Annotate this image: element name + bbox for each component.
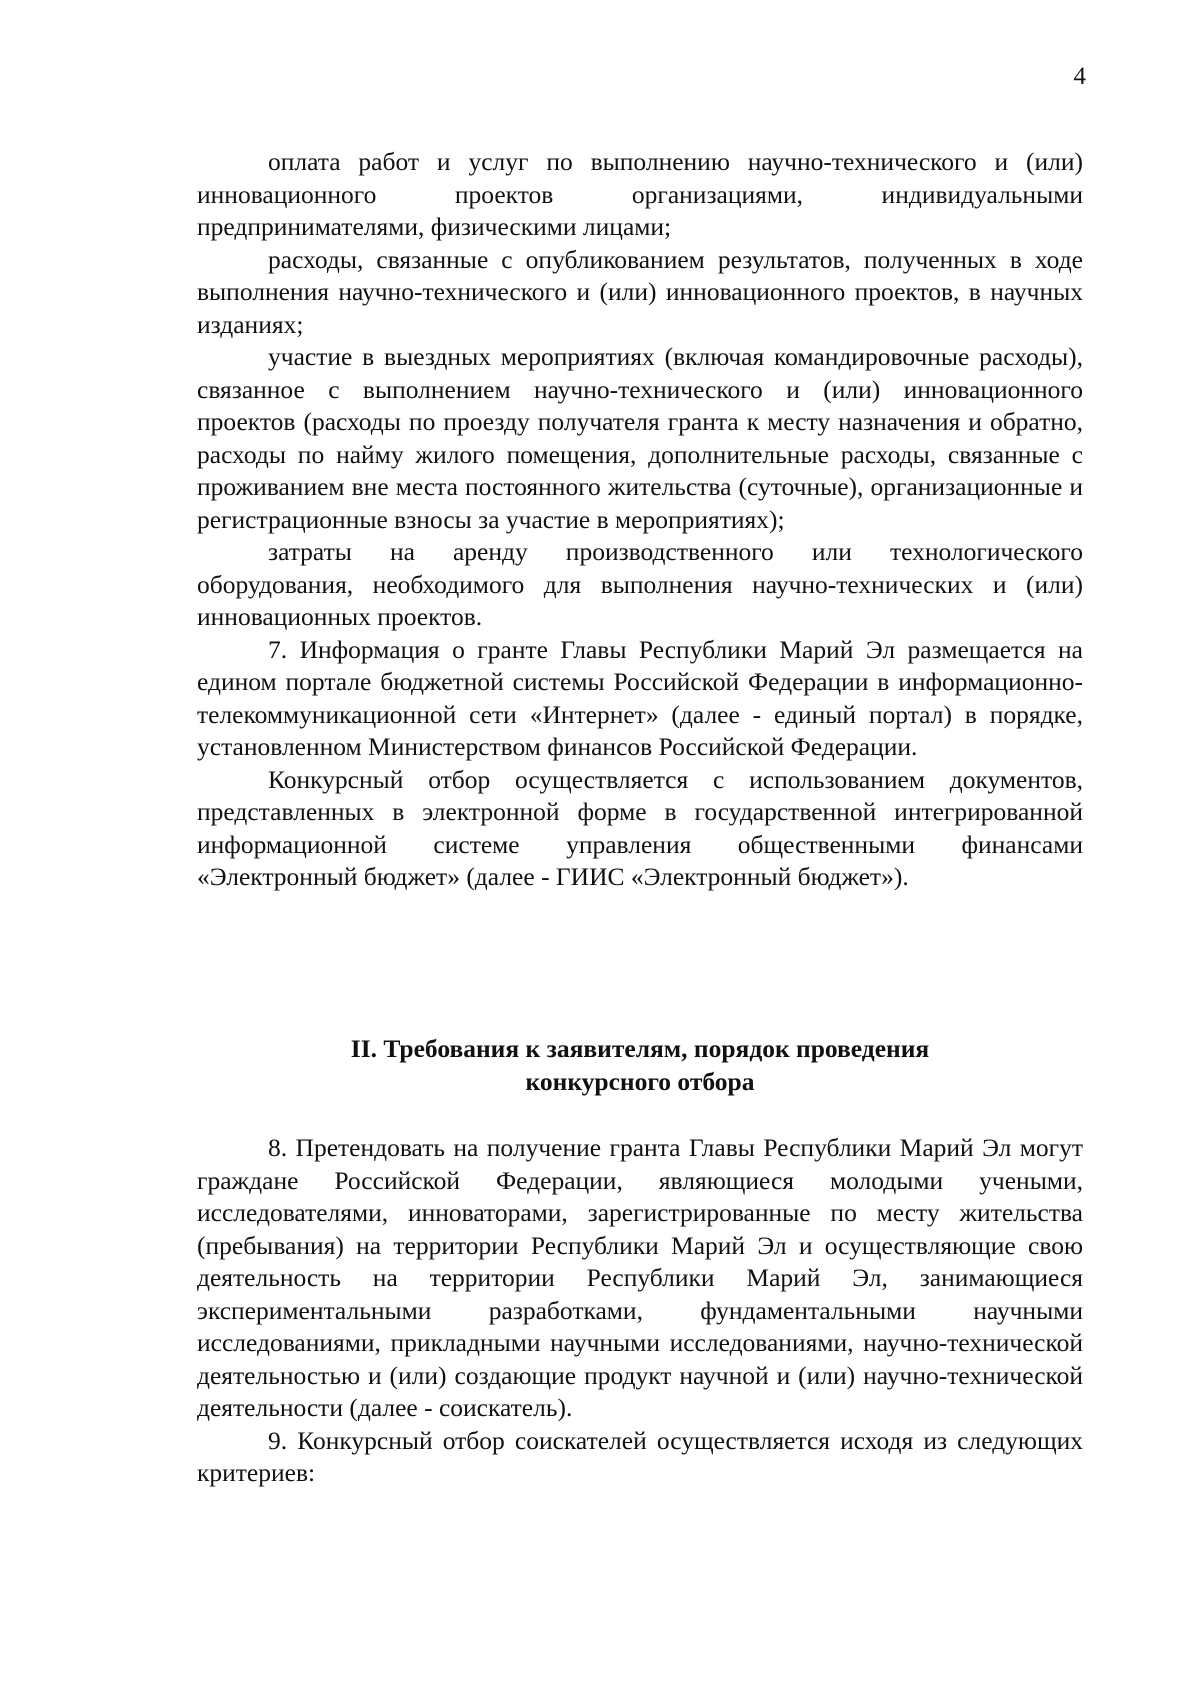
paragraph-travel-events: участие в выездных мероприятиях (включая командировочные расходы), связанное с выполнением научно-технического и (или) инновационного проектов (расходы по проезду получателя гранта к месту назначения и обратно, расходы по найму жилого помещения, дополнительные расходы, связанные с проживанием вне места постоянного жительства (суточные), организационные и регистрационные взносы за участие в мероприятиях); (197, 342, 1083, 534)
page-number: 4 (1073, 63, 1086, 90)
section-heading (197, 1033, 1083, 1098)
paragraph-item-8: 8. Претендовать на получение гранта Главы Республики Марий Эл могут граждане Российской Федерации, являющиеся молодыми учеными, исследователями, инноваторами, зарегистрированные по месту жительства (пребывания) на территории Республики Марий Эл и осуществляющие свою деятельность на территории Республики Марий Эл, занимающиеся экспериментальными разработками, фундаментальными научными исследованиями, прикладными научными исследованиями, научно-технической деятельностью и (или) создающие продукт научной и (или) научно-технической деятельности (далее - соискатель). (197, 1133, 1083, 1422)
section-heading-line-1: II. Требования к заявителям, порядок проведения (350, 1034, 930, 1063)
paragraph-publication-costs: расходы, связанные с опубликованием результатов, полученных в ходе выполнения научно-технического и (или) инновационного проектов, в научных изданиях; (197, 244, 1083, 339)
paragraph-item-9: 9. Конкурсный отбор соискателей осуществляется исходя из следующих критериев: (197, 1425, 1083, 1487)
paragraph-equipment-rent: затраты на аренду производственного или технологического оборудования, необходимого для выполнения научно-технических и (или) инновационных проектов. (197, 537, 1083, 631)
paragraph-payment-services: оплата работ и услуг по выполнению научно-технического и (или) инновационного проектов организациями, индивидуальными предпринимателями, физическими лицами; (197, 147, 1083, 241)
section-heading-line-2: конкурсного отбора (525, 1066, 755, 1096)
paragraph-competitive-selection: Конкурсный отбор осуществляется с использованием документов, представленных в электронной форме в государственной интегрированной информационной системе управления общественными финансами «Электронный бюджет» (далее - ГИИС «Электронный бюджет»). (197, 764, 1083, 891)
body-text-block-1 (197, 146, 1083, 894)
paragraph-item-7: 7. Информация о гранте Главы Республики Марий Эл размещается на едином портале бюджетной системы Российской Федерации в информационно-телекоммуникационной сети «Интернет» (далее - единый портал) в порядке, установленном Министерством финансов Российской Федерации. (197, 634, 1083, 761)
body-text-block-2 (197, 1132, 1083, 1490)
